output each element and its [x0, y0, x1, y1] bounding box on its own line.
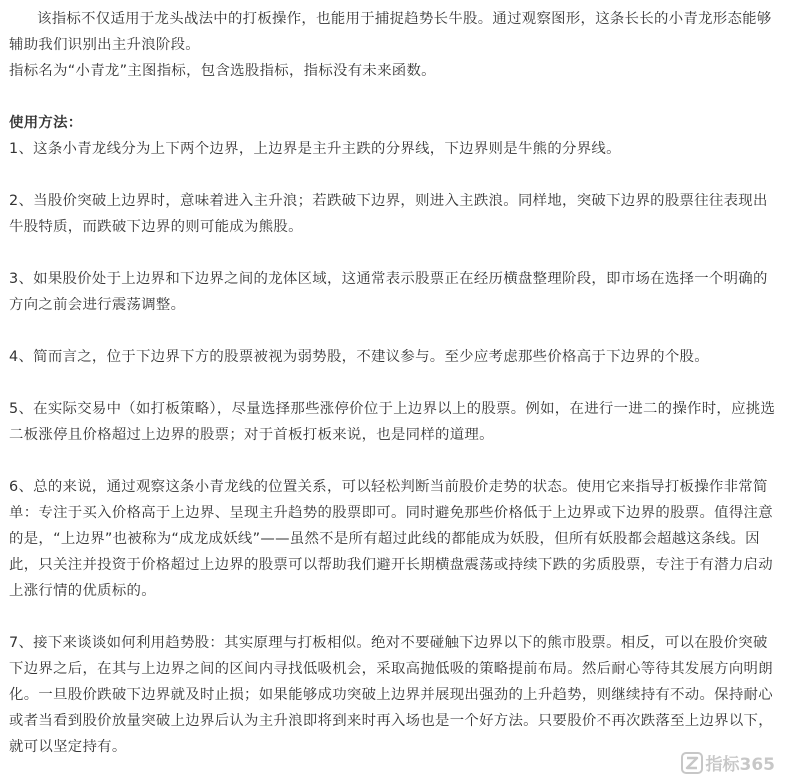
article-body: [9, 6, 777, 760]
watermark: [681, 750, 776, 775]
usage-item-3: 3、如果股价处于上边界和下边界之间的龙体区域，这通常表示股票正在经历横盘整理阶段，即市场在选择一个明确的方向之前会进行震荡调整。: [9, 271, 768, 313]
usage-heading: 使用方法：: [9, 115, 83, 131]
usage-item-6: 6、总的来说，通过观察这条小青龙线的位置关系，可以轻松判断当前股价走势的状态。使用它来指导打板操作非常简单：专注于买入价格高于上边界、呈现主升趋势的股票即可。同时避免那些价格低于上边界或下边界的股票。值得注意的是，“上边界”也被称为“成龙成妖线”——虽然不是所有超过此线的都能成为妖股，但所有妖股都会超越这条线。因此，只关注并投资于价格超过上边界的股票可以帮助我们避开长期横盘震荡或持续下跌的劣质股票，专注于有潜力启动上涨行情的优质标的。: [9, 479, 773, 599]
intro-paragraph: 该指标不仅适用于龙头战法中的打板操作，也能用于捕捉趋势长牛股。通过观察图形，这条长长的小青龙形态能够辅助我们识别出主升浪阶段。: [9, 11, 772, 53]
indicator-name-line: 指标名为“小青龙”主图指标，包含选股指标，指标没有未来函数。: [9, 63, 436, 79]
usage-item-1: 1、这条小青龙线分为上下两个边界，上边界是主升主跌的分界线，下边界则是牛熊的分界线。: [9, 141, 621, 157]
usage-item-5: 5、在实际交易中（如打板策略），尽量选择那些涨停价位于上边界以上的股票。例如，在进行一进二的操作时，应挑选二板涨停且价格超过上边界的股票；对于首板打板来说，也是同样的道理。: [9, 401, 776, 443]
usage-item-2: 2、当股价突破上边界时，意味着进入主升浪；若跌破下边界，则进入主跌浪。同样地，突破下边界的股票往往表现出牛股特质，而跌破下边界的则可能成为熊股。: [9, 193, 768, 235]
usage-item-4: 4、简而言之，位于下边界下方的股票被视为弱势股，不建议参与。至少应考虑那些价格高于下边界的个股。: [9, 349, 709, 365]
watermark-text: 指标365: [705, 755, 775, 775]
z-logo-icon: [681, 752, 703, 774]
usage-item-7: 7、接下来谈谈如何利用趋势股：其实原理与打板相似。绝对不要碰触下边界以下的熊市股票。相反，可以在股价突破下边界之后，在其与上边界之间的区间内寻找低吸机会，采取高抛低吸的策略提前布局。然后耐心等待其发展方向明朗化。一旦股价跌破下边界就及时止损；如果能够成功突破上边界并展现出强劲的上升趋势，则继续持有不动。保持耐心或者当看到股价放量突破上边界后认为主升浪即将到来时再入场也是一个好方法。只要股价不再次跌落至上边界以下，就可以坚定持有。: [9, 635, 773, 755]
